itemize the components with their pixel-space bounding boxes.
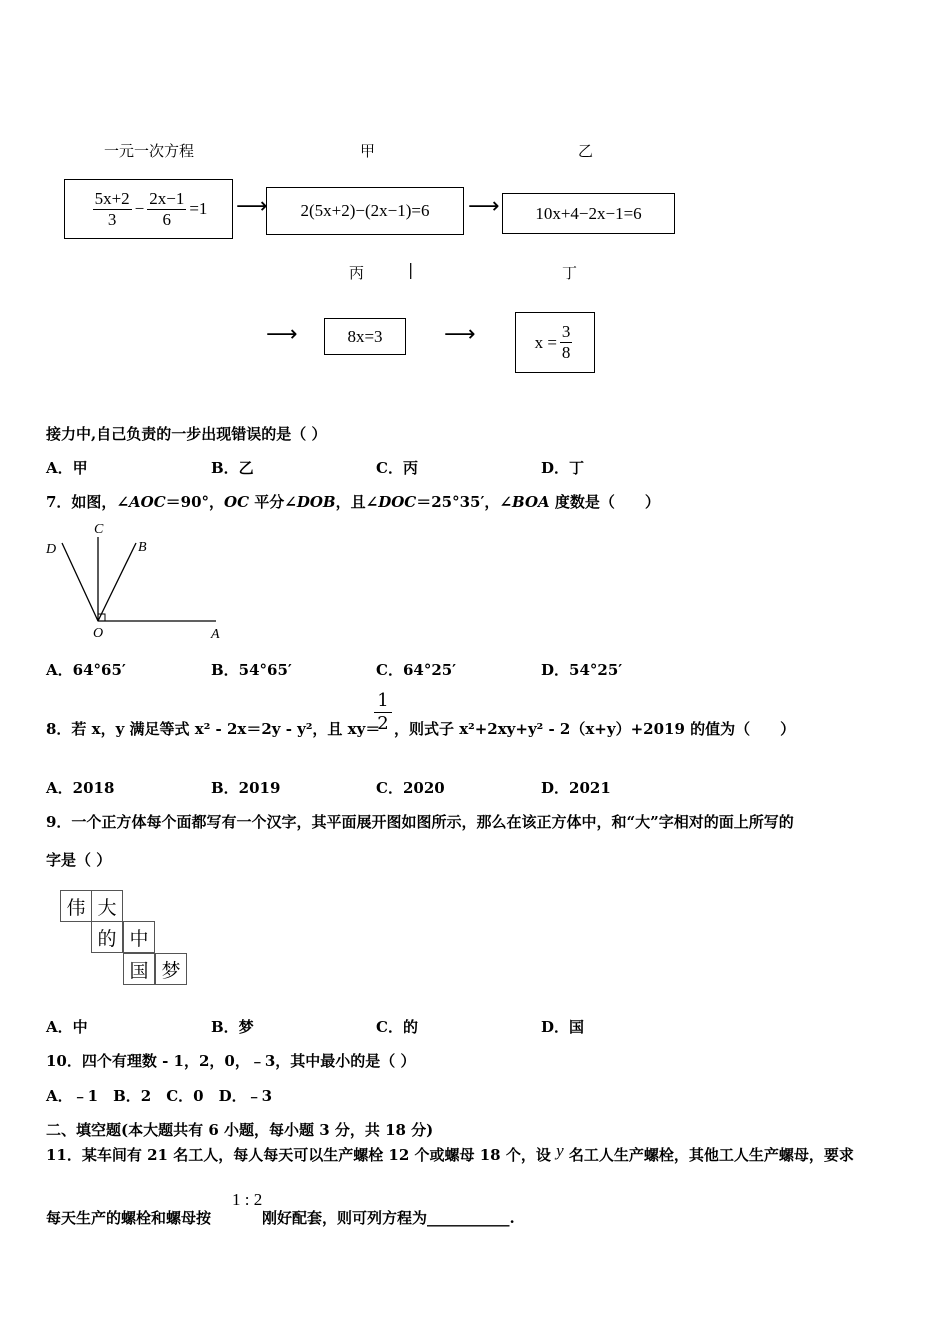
ray-oc: OC xyxy=(224,493,250,511)
q6-option-a[interactable]: A．甲 xyxy=(46,459,88,477)
angle-dob: ∠DOB xyxy=(284,493,336,511)
net-cell-de: 的 xyxy=(91,921,123,953)
q6-question: 接力中,自己负责的一步出现错误的是（ ） xyxy=(46,425,327,443)
angle-doc: ∠DOC xyxy=(365,493,417,511)
q11-answer-blank[interactable]: ___________ xyxy=(427,1209,510,1227)
q7-option-c[interactable]: C．64°25′ xyxy=(376,661,457,679)
q9-option-a[interactable]: A．中 xyxy=(46,1018,88,1036)
q8-option-b[interactable]: B．2019 xyxy=(211,779,281,797)
q11-line2b-text: 刚好配套，则可列方程为 xyxy=(262,1209,428,1227)
arrow-right-icon: ⟶ xyxy=(468,194,500,219)
q9-option-b[interactable]: B．梦 xyxy=(211,1018,254,1036)
label-yi: 乙 xyxy=(578,142,594,160)
step-3-equation: 8x=3 xyxy=(324,318,406,355)
divider-mark: | xyxy=(408,260,414,279)
q9-option-d[interactable]: D．国 xyxy=(541,1018,585,1036)
q7-part: ＝25°35′， xyxy=(416,493,500,511)
point-d-label: D xyxy=(46,542,57,557)
minus-sign: − xyxy=(134,199,145,218)
q8-lead: 8．若 x，y 满足等式 x² - 2x＝2y - y²，且 xy＝ xyxy=(46,720,381,738)
q9-line2: 字是（ ） xyxy=(46,851,112,869)
step-4-equation xyxy=(515,312,595,373)
q11-line2b xyxy=(262,1207,515,1228)
label-start: 一元一次方程 xyxy=(104,142,195,160)
q8-frac-num: 1 xyxy=(374,690,392,713)
frac2-den: 6 xyxy=(162,209,172,229)
equals-one: =1 xyxy=(189,199,208,218)
q7-part: ，且 xyxy=(335,493,366,511)
point-o-label: O xyxy=(93,626,104,641)
q8-option-d[interactable]: D．2021 xyxy=(541,779,611,797)
q7-question xyxy=(46,491,660,512)
step-0-equation xyxy=(64,179,233,239)
q8-option-c[interactable]: C．2020 xyxy=(376,779,445,797)
angle-figure xyxy=(40,515,240,645)
frac3-num: 3 xyxy=(561,322,571,341)
q8-option-a[interactable]: A．2018 xyxy=(46,779,115,797)
point-b-label: B xyxy=(138,540,147,555)
q8-frac-den: 2 xyxy=(377,713,389,734)
q11-line2a: 每天生产的螺栓和螺母按 xyxy=(46,1209,212,1227)
q7-option-d[interactable]: D．54°25′ xyxy=(541,661,623,679)
q9-line1: 9．一个正方体每个面都写有一个汉字，其平面展开图如图所示，那么在该正方体中，和“大”字相对的面上所写的 xyxy=(46,813,794,831)
q7-option-b[interactable]: B．54°65′ xyxy=(211,661,292,679)
frac2-num: 2x−1 xyxy=(149,188,185,208)
section-2-heading: 二、填空题(本大题共有 6 小题，每小题 3 分，共 18 分) xyxy=(46,1121,434,1139)
q7-part: 度数是（ ） xyxy=(549,493,660,511)
q11-line1b: 名工人生产螺栓，其他工人生产螺母，要求 xyxy=(568,1146,854,1164)
step-1-equation: 2(5x+2)−(2x−1)=6 xyxy=(266,187,464,235)
q9-option-c[interactable]: C．的 xyxy=(376,1018,418,1036)
net-cell-zhong: 中 xyxy=(123,921,155,953)
q10-options[interactable]: A．﹣1 B．2 C．0 D．﹣3 xyxy=(46,1087,273,1105)
net-cell-meng: 梦 xyxy=(155,953,187,985)
q8-fraction xyxy=(374,690,392,735)
point-c-label: C xyxy=(94,522,104,537)
q11-ratio: 1 : 2 xyxy=(232,1190,263,1209)
q8-tail: ，则式子 x²+2xy+y² - 2（x+y）+2019 的值为（ ） xyxy=(394,720,796,738)
frac1-den: 3 xyxy=(107,209,117,229)
q6-option-b[interactable]: B．乙 xyxy=(211,459,254,477)
arrow-right-icon: ⟶ xyxy=(266,322,298,347)
q11-period: . xyxy=(509,1209,515,1227)
q10-question: 10．四个有理数 - 1，2，0，﹣3，其中最小的是（ ） xyxy=(46,1052,416,1070)
q7-number: 7．如图， xyxy=(46,493,117,511)
q7-part: 平分 xyxy=(249,493,285,511)
q11-variable: y xyxy=(556,1141,564,1160)
net-cell-guo: 国 xyxy=(123,953,155,985)
q6-option-d[interactable]: D．丁 xyxy=(541,459,585,477)
label-jia: 甲 xyxy=(360,142,376,160)
arrow-right-icon: ⟶ xyxy=(444,322,476,347)
q11-line1 xyxy=(46,1141,854,1165)
frac3-den: 8 xyxy=(561,343,571,362)
angle-aoc: ∠AOC xyxy=(116,493,166,511)
net-cell-wei: 伟 xyxy=(60,890,92,922)
arrow-right-icon: ⟶ xyxy=(236,194,268,219)
net-cell-da: 大 xyxy=(91,890,123,922)
q7-part: ＝90°， xyxy=(165,493,225,511)
step-2-equation: 10x+4−2x−1=6 xyxy=(502,193,675,234)
q7-option-a[interactable]: A．64°65′ xyxy=(46,661,126,679)
label-bing: 丙 xyxy=(349,264,365,282)
q11-line1a: 11．某车间有 21 名工人，每人每天可以生产螺栓 12 个或螺母 18 个，设 xyxy=(46,1146,551,1164)
q6-option-c[interactable]: C．丙 xyxy=(376,459,418,477)
frac1-num: 5x+2 xyxy=(94,188,130,208)
x-equals: x = xyxy=(534,332,557,352)
point-a-label: A xyxy=(211,627,220,642)
angle-boa: ∠BOA xyxy=(499,493,550,511)
label-ding: 丁 xyxy=(562,264,578,282)
